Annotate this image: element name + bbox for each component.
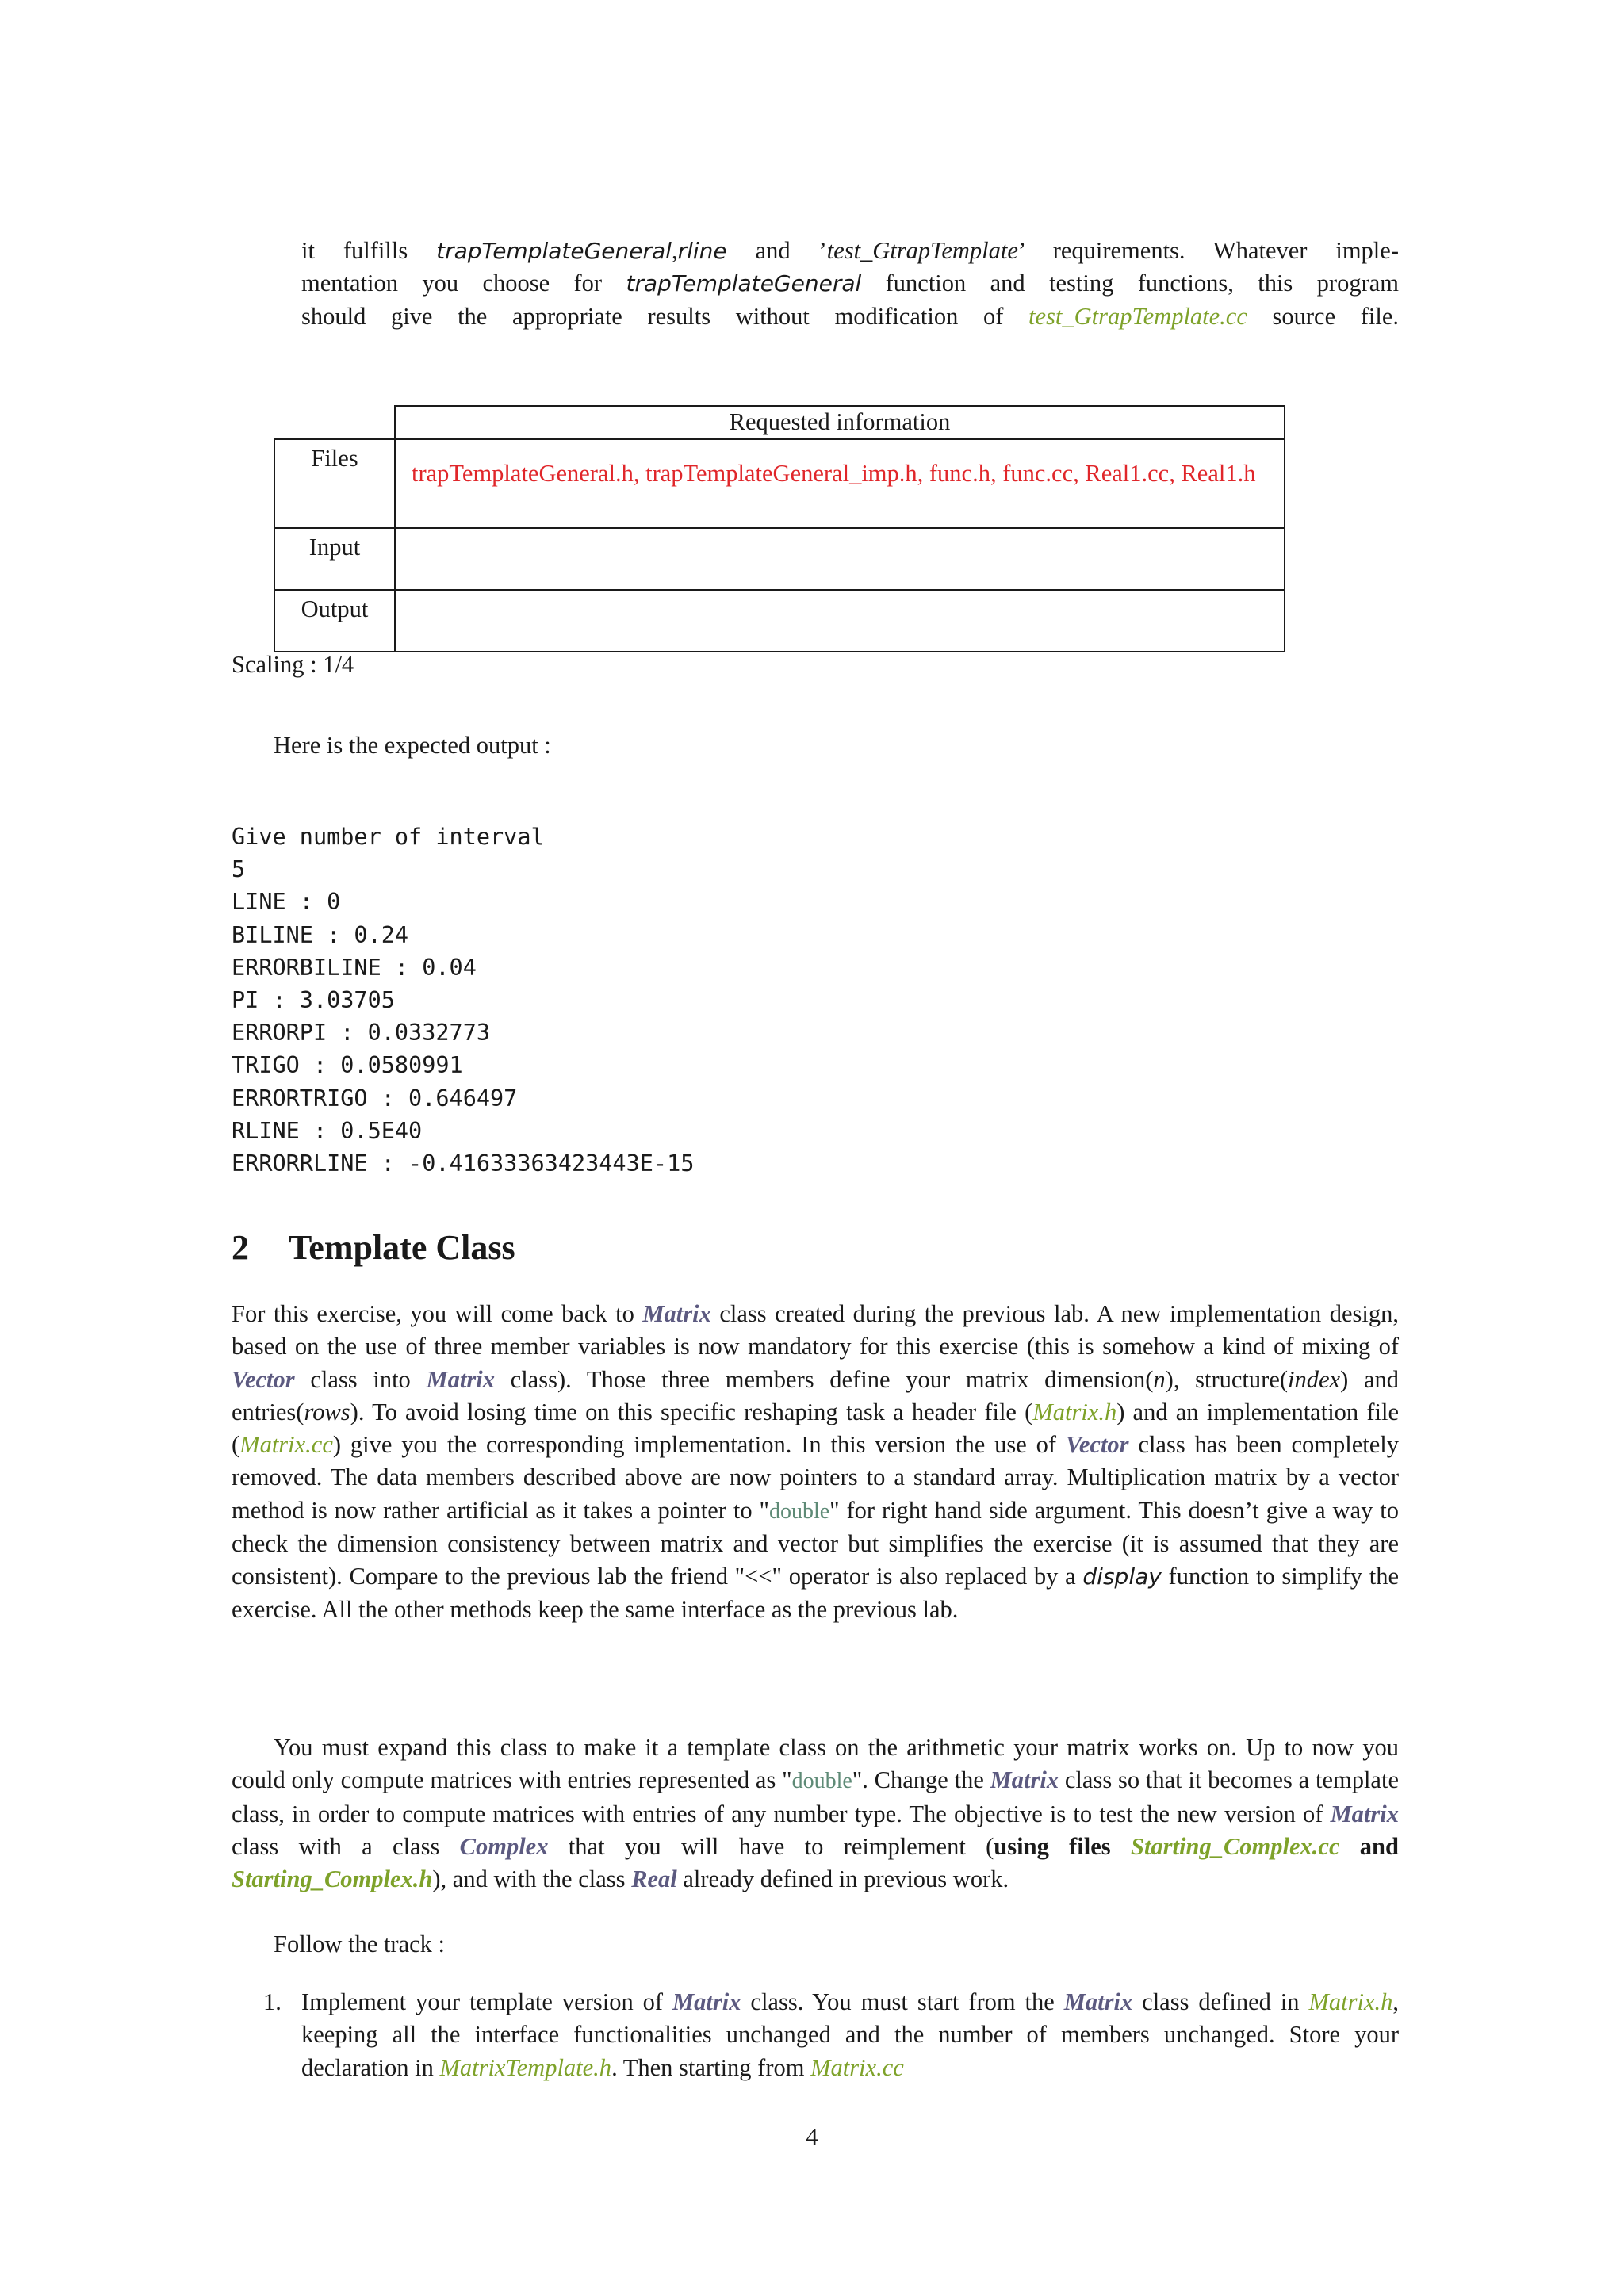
class-name: Real xyxy=(631,1866,677,1893)
console-line: ERRORRLINE : -0.41633363423443E-15 xyxy=(232,1150,695,1177)
file-link: Starting_Complex.h xyxy=(232,1866,433,1893)
follow-the-track: Follow the track : xyxy=(274,1931,446,1957)
class-name: Matrix xyxy=(1330,1800,1399,1827)
file-link: Matrix.h xyxy=(1308,1988,1393,2015)
func-name: trapTemplateGeneral xyxy=(436,238,672,264)
scaling-note: Scaling : 1/4 xyxy=(232,651,354,678)
class-name: Matrix xyxy=(426,1365,495,1393)
intro-line-1: it fulfills trapTemplateGeneral,rline and ’test_GtrapTemplate’ requirements. Whatever imple- xyxy=(301,237,1399,264)
intro-paragraph xyxy=(301,235,1399,333)
page-number: 4 xyxy=(806,2123,818,2150)
class-name: Vector xyxy=(232,1365,295,1393)
files-list: trapTemplateGeneral.h, trapTemplateGeneral_imp.h, func.h, func.cc, Real1.cc, Real1.h xyxy=(412,460,1256,487)
intro-line-2: mentation you choose for trapTemplateGeneral function and testing functions, this program xyxy=(301,270,1399,297)
row-label: Output xyxy=(274,590,395,652)
console-output xyxy=(232,821,694,1180)
expected-output-intro: Here is the expected output : xyxy=(274,732,551,759)
console-line: ERRORBILINE : 0.04 xyxy=(232,954,477,981)
section-number: 2 xyxy=(232,1228,249,1267)
class-name: Matrix xyxy=(990,1766,1059,1794)
type-name: double xyxy=(791,1769,852,1794)
class-name: Complex xyxy=(459,1832,549,1860)
console-line: RLINE : 0.5E40 xyxy=(232,1117,423,1144)
console-line: TRIGO : 0.0580991 xyxy=(232,1052,463,1079)
console-line: 5 xyxy=(232,856,246,883)
section-heading xyxy=(232,1227,515,1268)
file-link: Matrix.cc xyxy=(810,2053,904,2081)
console-line: LINE : 0 xyxy=(232,889,341,916)
console-line: Give number of interval xyxy=(232,824,545,850)
class-name: Matrix xyxy=(642,1300,711,1327)
func-name: display xyxy=(1082,1563,1162,1590)
class-name: Vector xyxy=(1065,1431,1129,1459)
class-name: Matrix xyxy=(1063,1988,1133,2015)
file-link: Starting_Complex.cc xyxy=(1130,1832,1340,1860)
console-line: ERRORPI : 0.0332773 xyxy=(232,1020,491,1047)
row-value xyxy=(395,528,1285,590)
list-number: 1. xyxy=(263,1988,282,2015)
section-title: Template Class xyxy=(289,1228,515,1267)
paragraph-template-task: You must expand this class to make it a template class on the arithmetic your matrix works on. Up to now you could only compute matrices with entries represented as "double". Change the Matrix class so that it becomes a template class, in order to compute matrices with entries of any number type. The objective is to test the new version of Matrix class with a class Complex that you will have to reimplement (using files Starting_Complex.cc and Starting_Complex.h), and with the class Real already defined in previous work. xyxy=(232,1734,1399,1893)
file-link: Matrix.h xyxy=(1032,1398,1117,1425)
console-line: PI : 3.03705 xyxy=(232,987,395,1014)
class-name: Matrix xyxy=(672,1988,741,2015)
func-name: rline xyxy=(677,238,727,264)
file-link: test_GtrapTemplate.cc xyxy=(1028,302,1247,330)
table-row xyxy=(274,590,1285,652)
func-name: trapTemplateGeneral xyxy=(626,270,862,297)
table-row xyxy=(274,528,1285,590)
row-label: Input xyxy=(274,528,395,590)
table-header: Requested information xyxy=(395,406,1285,439)
type-name: double xyxy=(768,1498,830,1524)
table-row xyxy=(274,439,1285,528)
row-label: Files xyxy=(274,439,395,528)
file-link: Matrix.cc xyxy=(239,1431,333,1459)
row-value xyxy=(395,590,1285,652)
requested-info-table xyxy=(274,405,1285,652)
file-link: MatrixTemplate.h xyxy=(439,2053,612,2081)
paragraph-matrix-design: For this exercise, you will come back to Matrix class created during the previous lab. A new implementation design, based on the use of three member variables is now mandatory for this exercise (this is somehow a kind of mixing of Vector class into Matrix class). Those three members define your matrix dimension(n), structure(index) and entries(rows). To avoid losing time on this specific reshaping task a header file (Matrix.h) and an implementation file (Matrix.cc) give you the corresponding implementation. In this version the use of Vector class has been completely removed. The data members described above are now pointers to a standard array. Multiplication matrix by a vector method is now rather artificial as it takes a pointer to "double" for right hand side argument. This doesn’t give a way to check the dimension consistency between matrix and vector but simplifies the exercise (it is assumed that they are consistent). Compare to the previous lab the friend "<<" operator is also replaced by a display function to simplify the exercise. All the other methods keep the same interface as the previous lab. xyxy=(232,1300,1399,1623)
console-line: ERRORTRIGO : 0.646497 xyxy=(232,1085,518,1112)
console-line: BILINE : 0.24 xyxy=(232,921,409,948)
list-item: 1. Implement your template version of Matrix class. You must start from the Matrix class defined in Matrix.h, keeping all the interface functionalities unchanged and the number of members unchanged. Store your declaration in MatrixTemplate.h. Then starting from Matrix.cc xyxy=(263,1986,1399,2084)
intro-line-3: should give the appropriate results without modification of test_GtrapTemplate.cc source file. xyxy=(301,302,1399,330)
